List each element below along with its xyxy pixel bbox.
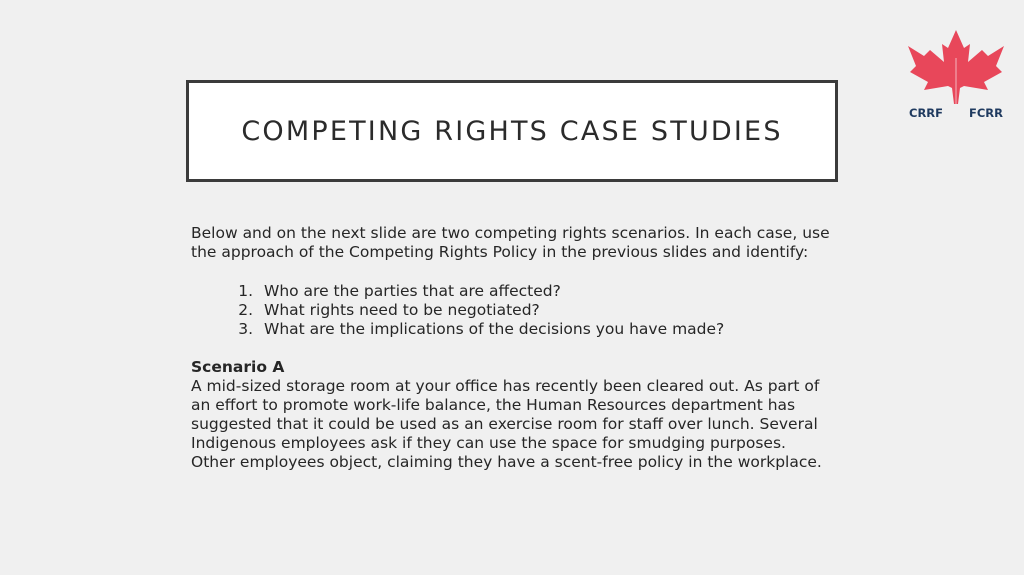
slide-title: COMPETING RIGHTS CASE STUDIES	[241, 115, 783, 147]
scenario-title: Scenario A	[191, 358, 285, 376]
list-item: 1. Who are the parties that are affected?	[258, 282, 831, 301]
scenario-body: A mid-sized storage room at your office has recently been cleared out. As part of an effort to promote work-life balance, the Human Resources department has suggested that it could be used as an exercise room for staff over lunch. Several Indigenous employees ask if they can use the space for smudging purposes. Other employees object, claiming they have a scent-free policy in the workplace.	[191, 377, 822, 471]
slide-content	[191, 224, 831, 472]
intro-paragraph: Below and on the next slide are two competing rights scenarios. In each case, use the approach of the Competing Rights Policy in the previous slides and identify:	[191, 224, 830, 261]
logo-right-text: FCRR	[968, 106, 1003, 120]
list-item: 3. What are the implications of the decisions you have made?	[258, 320, 831, 339]
logo-left-text: CRRF	[909, 106, 944, 120]
question-list	[191, 282, 831, 339]
list-item: 2. What rights need to be negotiated?	[258, 301, 831, 320]
maple-leaf-icon	[904, 28, 1008, 108]
title-box	[186, 80, 838, 182]
crrf-logo	[904, 28, 1008, 124]
